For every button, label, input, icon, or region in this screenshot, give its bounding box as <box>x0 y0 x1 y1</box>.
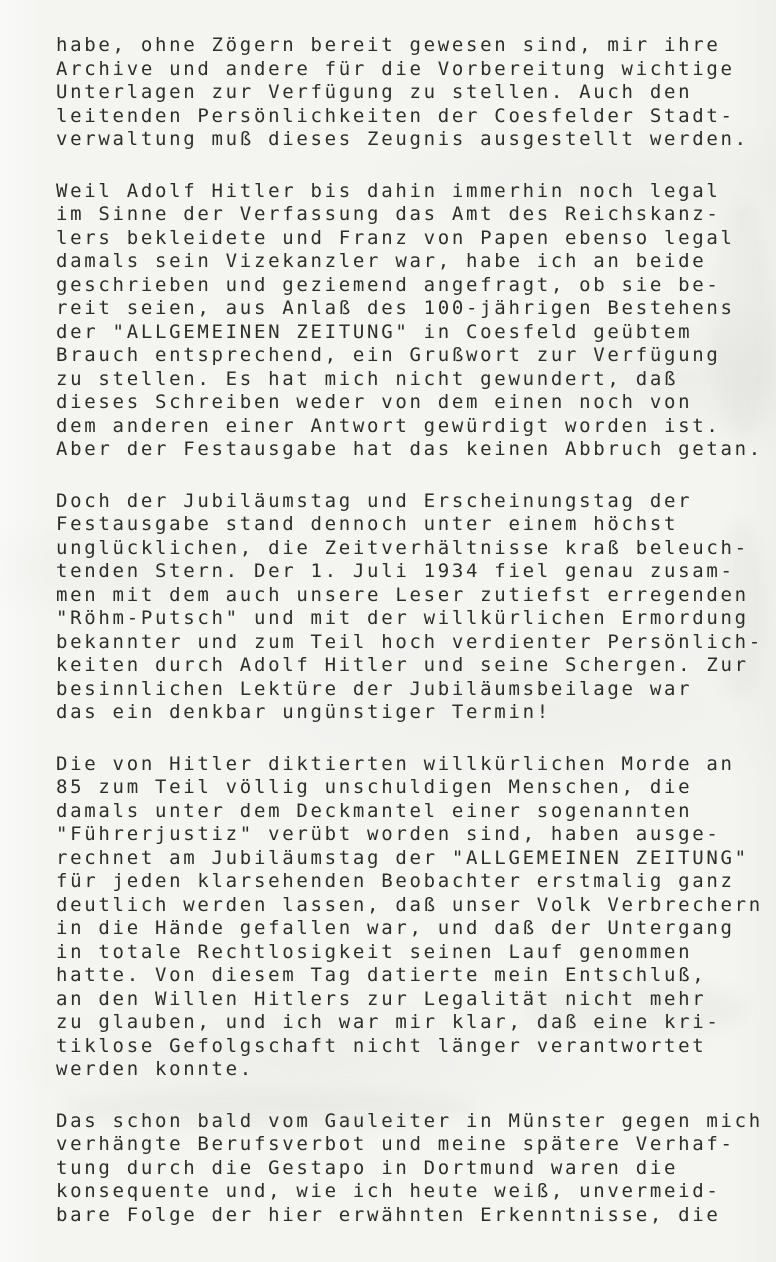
text-line: in totale Rechtlosigkeit seinen Lauf genommen <box>56 940 693 963</box>
text-line: im Sinne der Verfassung das Amt des Reichskanz- <box>56 203 721 225</box>
text-line: unglücklichen, die Zeitverhältnisse kraß beleuch- <box>56 536 749 559</box>
text-line: verwaltung muß dieses Zeugnis ausgestellt werden. <box>56 128 749 150</box>
text-line: das ein denkbar ungünstiger Termin! <box>56 701 551 723</box>
text-line: damals unter dem Deckmantel einer sogenannten <box>56 799 693 822</box>
text-line: Unterlagen zur Verfügung zu stellen. Auch den <box>56 81 693 103</box>
text-line: in die Hände gefallen war, und daß der Untergang <box>56 917 735 939</box>
text-line: an den Willen Hitlers zur Legalität nicht mehr <box>56 987 707 1010</box>
text-line: leitenden Persönlichkeiten der Coesfelder Stadt- <box>56 104 735 127</box>
text-line: werden konnte. <box>56 1058 254 1080</box>
text-line: "Führerjustiz" verübt worden sind, haben ausge- <box>56 823 721 845</box>
text-line: rechnet am Jubiläumstag der "ALLGEMEINEN ZEITUNG" <box>56 846 749 869</box>
text-line: reit seien, aus Anlaß des 100-jährigen Bestehens <box>56 297 735 319</box>
text-line: für jeden klarsehenden Beobachter erstmalig ganz <box>56 870 735 892</box>
text-line: bare Folge der hier erwähnten Erkenntnisse, die <box>56 1203 721 1226</box>
text-line: zu stellen. Es hat mich nicht gewundert, daß <box>56 367 679 390</box>
text-line: Das schon bald vom Gauleiter in Münster gegen mich <box>56 1109 763 1132</box>
text-line: deutlich werden lassen, daß unser Volk Verbrechern <box>56 893 763 916</box>
typewritten-text-block <box>56 34 772 1255</box>
text-line: Doch der Jubiläumstag und Erscheinungstag der <box>56 489 693 512</box>
text-line: geschrieben und geziemend angefragt, ob sie be- <box>56 273 721 296</box>
text-line: zu glauben, und ich war mir klar, daß eine kri- <box>56 1011 721 1033</box>
text-line: tung durch die Gestapo in Dortmund waren die <box>56 1156 679 1179</box>
text-line: konsequente und, wie ich heute weiß, unvermeid- <box>56 1180 721 1202</box>
paragraph-4 <box>56 753 772 1082</box>
text-line: dieses Schreiben weder von dem einen noch von <box>56 391 693 413</box>
text-line: habe, ohne Zögern bereit gewesen sind, mir ihre <box>56 34 721 56</box>
text-line: damals sein Vizekanzler war, habe ich an beide <box>56 250 707 272</box>
text-line: Weil Adolf Hitler bis dahin immerhin noch legal <box>56 179 721 202</box>
text-line: "Röhm-Putsch" und mit der willkürlichen Ermordung <box>56 607 749 629</box>
text-line: verhängte Berufsverbot und meine spätere Verhaf- <box>56 1133 735 1155</box>
text-line: dem anderen einer Antwort gewürdigt worden ist. <box>56 414 721 437</box>
text-line: Aber der Festausgabe hat das keinen Abbruch getan. <box>56 438 763 460</box>
paragraph-2 <box>56 180 772 462</box>
text-line: lers bekleidete und Franz von Papen ebenso legal <box>56 226 735 249</box>
text-line: tiklose Gefolgschaft nicht länger verantwortet <box>56 1034 707 1057</box>
text-line: besinnlichen Lektüre der Jubiläumsbeilage war <box>56 677 693 700</box>
text-line: tenden Stern. Der 1. Juli 1934 fiel genau zusam- <box>56 560 735 582</box>
paragraph-3 <box>56 490 772 725</box>
paragraph-1 <box>56 34 772 152</box>
text-line: men mit dem auch unsere Leser zutiefst erregenden <box>56 583 749 606</box>
text-line: keiten durch Adolf Hitler und seine Schergen. Zur <box>56 654 749 676</box>
paragraph-5 <box>56 1110 772 1228</box>
text-line: Archive und andere für die Vorbereitung wichtige <box>56 57 735 80</box>
text-line: Festausgabe stand dennoch unter einem höchst <box>56 513 679 535</box>
text-line: Brauch entsprechend, ein Grußwort zur Verfügung <box>56 344 721 366</box>
text-line: Die von Hitler diktierten willkürlichen Morde an <box>56 752 735 775</box>
text-line: der "ALLGEMEINEN ZEITUNG" in Coesfeld geübtem <box>56 320 693 343</box>
text-line: 85 zum Teil völlig unschuldigen Menschen, die <box>56 776 693 798</box>
text-line: hatte. Von diesem Tag datierte mein Entschluß, <box>56 964 707 986</box>
text-line: bekannter und zum Teil hoch verdienter Persönlich- <box>56 630 763 653</box>
